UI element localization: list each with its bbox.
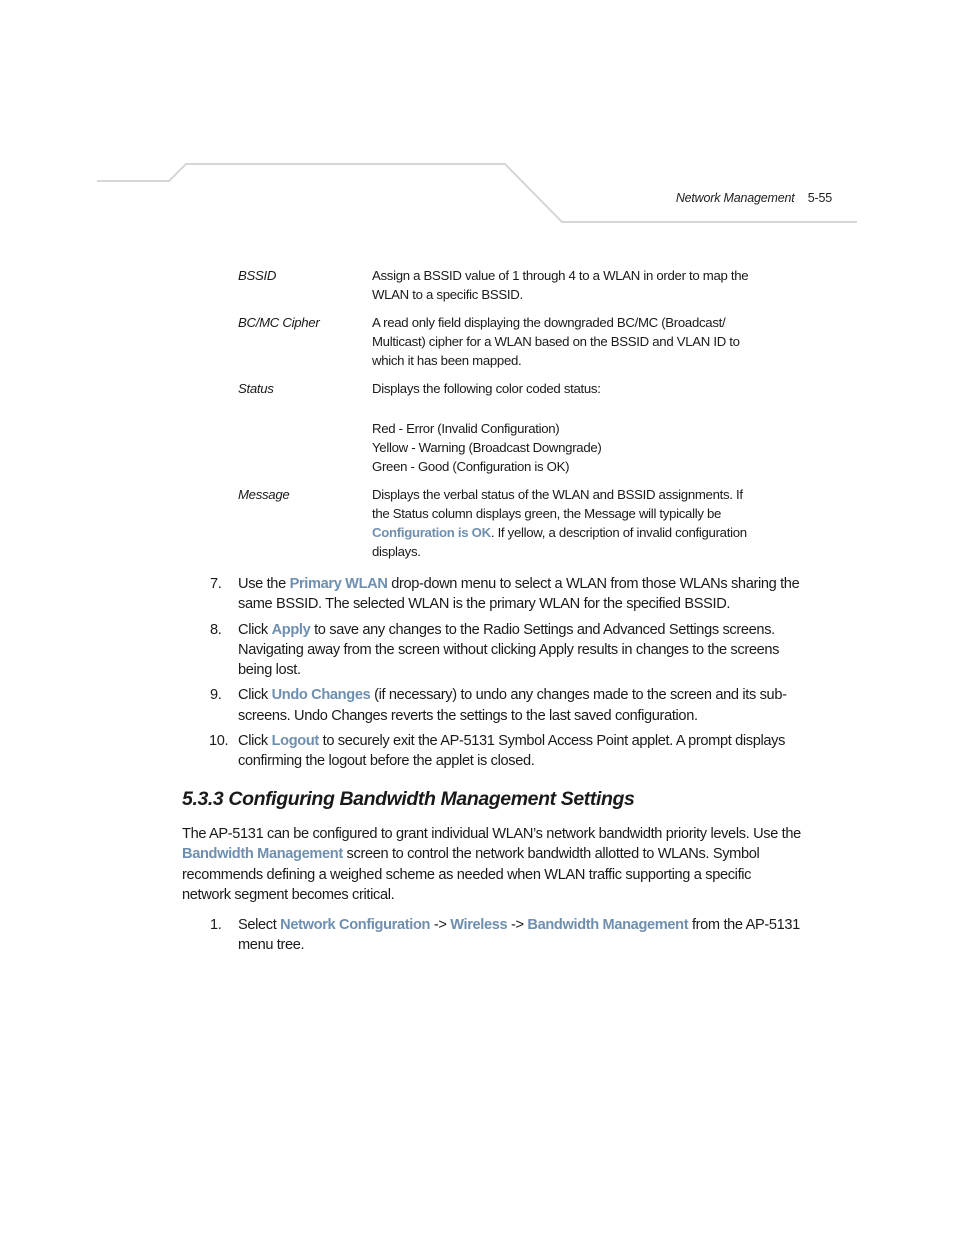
running-title: Network Management xyxy=(675,191,795,205)
undo-changes-label: Undo Changes xyxy=(271,687,371,704)
procedure-steps xyxy=(182,574,802,777)
definition-row xyxy=(238,485,758,561)
step-text-part: drop-down menu to select a WLAN from those WLANs sharing the same BSSID. The selected WLAN is the primary WLAN for the specified BSSID. xyxy=(238,576,800,613)
list-item xyxy=(182,620,802,681)
step-number: 9. xyxy=(210,687,222,704)
step-text xyxy=(238,915,802,956)
definition-row xyxy=(238,313,758,370)
step-text-part: Click xyxy=(238,687,272,704)
apply-label: Apply xyxy=(271,621,311,638)
path-separator: -> xyxy=(507,917,528,933)
definition-description xyxy=(372,485,752,561)
primary-wlan-label: Primary WLAN xyxy=(289,576,388,592)
step-text-part: Click xyxy=(238,733,272,750)
list-item xyxy=(182,574,802,615)
definition-row xyxy=(238,379,758,476)
step-text xyxy=(238,620,802,681)
status-green-line: Green - Good (Configuration is OK) xyxy=(372,459,570,474)
list-item xyxy=(182,731,802,772)
step-number: 8. xyxy=(210,621,222,638)
definition-term: Status xyxy=(238,381,274,396)
step-number: 7. xyxy=(210,576,222,592)
section-heading: 5.3.3 Configuring Bandwidth Management Settings xyxy=(182,788,635,810)
step-number: 10. xyxy=(209,733,229,750)
bandwidth-management-menu-label: Bandwidth Management xyxy=(527,917,689,933)
page-number: 5-55 xyxy=(807,191,832,205)
step-text-part: Select xyxy=(238,917,281,933)
definition-term: BC/MC Cipher xyxy=(238,315,320,330)
running-header xyxy=(676,191,832,205)
bandwidth-management-label: Bandwidth Management xyxy=(182,846,343,863)
step-text-part: Use the xyxy=(238,576,290,592)
step-text xyxy=(238,731,802,772)
status-red-line: Red - Error (Invalid Configuration) xyxy=(372,421,560,436)
path-separator: -> xyxy=(430,917,451,933)
step-text-part: to save any changes to the Radio Settings and Advanced Settings screens. Navigating away from the screen without clicking Apply results in changes to the screens being lost. xyxy=(238,621,780,679)
status-intro: Displays the following color coded status: xyxy=(372,381,601,396)
list-item xyxy=(182,915,802,956)
step-text xyxy=(238,685,802,726)
section-procedure-steps xyxy=(182,915,802,961)
message-desc-text: Displays the verbal status of the WLAN and BSSID assignments. If the Status column displays green, the Message will typically be xyxy=(372,487,743,521)
definition-term: Message xyxy=(238,487,290,502)
status-yellow-line: Yellow - Warning (Broadcast Downgrade) xyxy=(372,440,602,455)
definition-description xyxy=(372,379,752,476)
definition-row xyxy=(238,266,758,304)
step-text-part: (if necessary) to undo any changes made to the screen and its sub-screens. Undo Changes reverts the settings to the last saved configuration. xyxy=(238,687,787,724)
list-item xyxy=(182,685,802,726)
message-desc-text: . If yellow, a description of invalid configuration displays. xyxy=(372,525,747,559)
network-configuration-label: Network Configuration xyxy=(280,917,431,933)
definition-description: Assign a BSSID value of 1 through 4 to a WLAN in order to map the WLAN to a specific BSSID. xyxy=(372,268,749,302)
section-intro xyxy=(182,824,802,905)
intro-text-part: The AP-5131 can be configured to grant individual WLAN’s network bandwidth priority levels. Use the xyxy=(182,826,801,842)
intro-text-part: screen to control the network bandwidth allotted to WLANs. Symbol recommends defining a weighed scheme as needed when WLAN traffic supporting a specific network segment becomes critical. xyxy=(182,846,760,903)
step-text-part: from the AP-5131 menu tree. xyxy=(238,917,800,954)
definition-description: A read only field displaying the downgraded BC/MC (Broadcast/ Multicast) cipher for a WLAN based on the BSSID and VLAN ID to which it has been mapped. xyxy=(372,315,740,368)
logout-label: Logout xyxy=(271,733,319,750)
wireless-label: Wireless xyxy=(450,917,508,933)
definition-term: BSSID xyxy=(238,268,277,283)
step-number: 1. xyxy=(210,917,222,933)
parameter-definition-list xyxy=(238,266,758,570)
step-text xyxy=(238,574,802,615)
step-text-part: Click xyxy=(238,621,272,638)
configuration-ok-label: Configuration is OK xyxy=(372,525,491,540)
step-text-part: to securely exit the AP-5131 Symbol Access Point applet. A prompt displays confirming the logout before the applet is closed. xyxy=(238,733,786,770)
